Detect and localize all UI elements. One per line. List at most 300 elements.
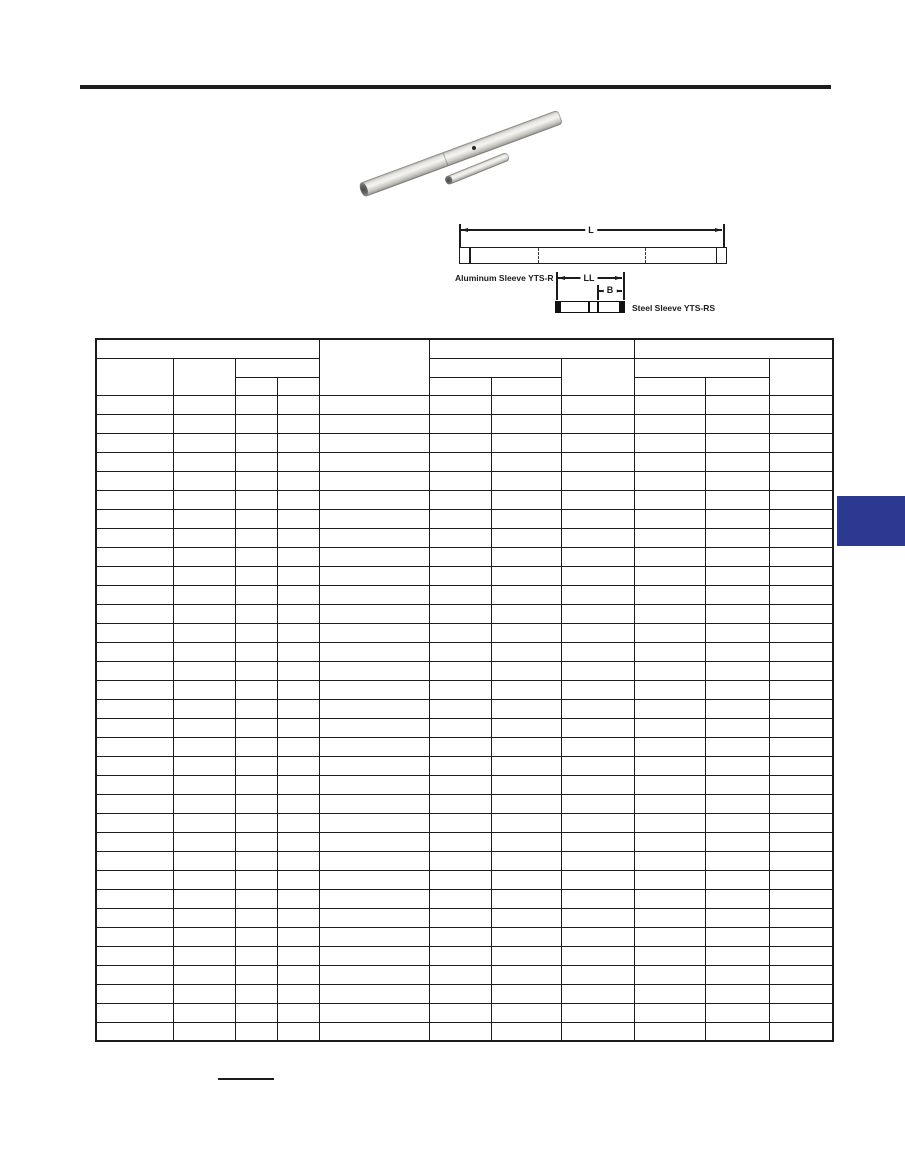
table-cell (705, 718, 769, 737)
table-cell (235, 1022, 277, 1041)
table-cell (561, 1022, 634, 1041)
table-cell (491, 471, 561, 490)
table-cell (173, 965, 235, 984)
table-cell (769, 927, 833, 946)
table-cell (705, 832, 769, 851)
table-cell (429, 718, 491, 737)
table-cell (769, 718, 833, 737)
table-cell (96, 623, 173, 642)
table-cell (277, 737, 319, 756)
table-cell (235, 395, 277, 414)
table-cell (235, 851, 277, 870)
table-cell (235, 414, 277, 433)
table-cell (235, 604, 277, 623)
table-cell (769, 889, 833, 908)
table-cell (634, 756, 705, 775)
table-cell (96, 870, 173, 889)
table-row (96, 775, 833, 794)
table-cell (769, 661, 833, 680)
table-row (96, 870, 833, 889)
table-cell (429, 528, 491, 547)
table-cell (769, 851, 833, 870)
table-cell (491, 528, 561, 547)
table-row (96, 414, 833, 433)
table-cell (705, 566, 769, 585)
section-tab (837, 496, 905, 546)
sleeve-cap (556, 302, 561, 312)
sleeve-end-line (716, 248, 718, 263)
table-cell (235, 870, 277, 889)
table-row (96, 946, 833, 965)
table-cell (277, 604, 319, 623)
table-cell (319, 528, 429, 547)
table-cell (561, 395, 634, 414)
table-cell (561, 908, 634, 927)
table-cell (491, 585, 561, 604)
table-cell (277, 642, 319, 661)
table-cell (319, 642, 429, 661)
table-cell (277, 395, 319, 414)
table-cell (96, 737, 173, 756)
table-cell (634, 566, 705, 585)
arrow-right-icon (715, 228, 722, 232)
table-cell (235, 433, 277, 452)
table-cell (319, 509, 429, 528)
table-cell (705, 433, 769, 452)
header-row-2 (96, 358, 833, 377)
table-cell (491, 889, 561, 908)
table-cell (769, 528, 833, 547)
table-cell (277, 471, 319, 490)
table-cell (96, 889, 173, 908)
table-cell (769, 984, 833, 1003)
table-cell (769, 965, 833, 984)
table-cell (277, 661, 319, 680)
table-cell (634, 623, 705, 642)
table-cell (96, 908, 173, 927)
table-cell (277, 623, 319, 642)
table-cell (277, 813, 319, 832)
table-cell (634, 699, 705, 718)
table-cell (319, 623, 429, 642)
table-cell (491, 737, 561, 756)
table-cell (705, 756, 769, 775)
table-cell (561, 585, 634, 604)
table-cell (491, 642, 561, 661)
tube-seam (443, 153, 448, 166)
header-cell (634, 339, 833, 358)
sleeve-joint-line (597, 302, 599, 312)
table-cell (235, 528, 277, 547)
table-cell (173, 870, 235, 889)
tube-opening (444, 175, 454, 186)
table-cell (429, 604, 491, 623)
table-cell (173, 490, 235, 509)
table-row (96, 699, 833, 718)
table-cell (319, 756, 429, 775)
table-cell (319, 471, 429, 490)
table-cell (96, 604, 173, 623)
header-cell (491, 377, 561, 395)
table-cell (705, 528, 769, 547)
header-cell (429, 377, 491, 395)
table-cell (491, 509, 561, 528)
table-cell (634, 1003, 705, 1022)
table-cell (173, 661, 235, 680)
table-cell (277, 965, 319, 984)
table-cell (491, 452, 561, 471)
table-cell (429, 813, 491, 832)
header-cell (634, 377, 705, 395)
table-cell (769, 509, 833, 528)
table-cell (235, 737, 277, 756)
table-cell (561, 471, 634, 490)
table-cell (634, 604, 705, 623)
table-cell (429, 490, 491, 509)
steel-sleeve-drawing (555, 301, 625, 313)
table-row (96, 737, 833, 756)
table-cell (561, 661, 634, 680)
table-cell (491, 718, 561, 737)
footnote-rule (218, 1078, 274, 1080)
table-cell (769, 1003, 833, 1022)
table-row (96, 794, 833, 813)
spec-table (95, 338, 834, 1042)
table-cell (173, 756, 235, 775)
table-cell (173, 946, 235, 965)
table-cell (96, 490, 173, 509)
table-row (96, 908, 833, 927)
table-cell (173, 452, 235, 471)
table-cell (319, 604, 429, 623)
table-cell (634, 737, 705, 756)
table-cell (173, 509, 235, 528)
table-cell (561, 528, 634, 547)
table-cell (491, 547, 561, 566)
table-cell (769, 908, 833, 927)
table-cell (491, 927, 561, 946)
table-cell (319, 699, 429, 718)
table-cell (634, 832, 705, 851)
table-cell (319, 946, 429, 965)
table-cell (429, 661, 491, 680)
table-cell (173, 680, 235, 699)
table-cell (277, 756, 319, 775)
table-row (96, 585, 833, 604)
table-cell (705, 870, 769, 889)
aluminum-sleeve-drawing (459, 247, 727, 264)
table-cell (96, 756, 173, 775)
b-extension-line-left (597, 285, 599, 300)
sleeve-dash-mark (645, 248, 646, 263)
table-cell (277, 832, 319, 851)
table-cell (96, 775, 173, 794)
table-cell (235, 794, 277, 813)
sleeve-cap (619, 302, 624, 312)
table-cell (429, 471, 491, 490)
ll-extension-line-right (623, 272, 625, 300)
table-cell (561, 604, 634, 623)
table-cell (277, 794, 319, 813)
table-cell (634, 908, 705, 927)
table-cell (561, 756, 634, 775)
table-cell (705, 604, 769, 623)
table-cell (634, 889, 705, 908)
table-cell (491, 984, 561, 1003)
table-cell (277, 490, 319, 509)
table-cell (634, 851, 705, 870)
table-row (96, 832, 833, 851)
table-cell (561, 927, 634, 946)
table-cell (634, 642, 705, 661)
table-cell (277, 547, 319, 566)
table-cell (561, 509, 634, 528)
table-cell (491, 680, 561, 699)
table-cell (634, 661, 705, 680)
table-cell (277, 433, 319, 452)
table-cell (319, 737, 429, 756)
table-cell (429, 775, 491, 794)
table-cell (561, 794, 634, 813)
table-cell (235, 642, 277, 661)
table-cell (491, 623, 561, 642)
table-cell (173, 414, 235, 433)
table-cell (491, 1003, 561, 1022)
table-cell (235, 927, 277, 946)
table-cell (173, 908, 235, 927)
table-cell (491, 490, 561, 509)
table-cell (173, 1022, 235, 1041)
table-cell (96, 851, 173, 870)
table-cell (96, 794, 173, 813)
table-cell (561, 870, 634, 889)
table-cell (634, 509, 705, 528)
table-cell (429, 870, 491, 889)
header-cell (634, 358, 769, 377)
header-cell (429, 339, 634, 358)
table-cell (561, 718, 634, 737)
table-cell (634, 395, 705, 414)
table-row (96, 604, 833, 623)
table-cell (429, 452, 491, 471)
table-cell (235, 509, 277, 528)
table-row (96, 1022, 833, 1041)
table-cell (319, 661, 429, 680)
table-cell (235, 832, 277, 851)
table-cell (319, 452, 429, 471)
table-cell (235, 756, 277, 775)
table-cell (634, 680, 705, 699)
aluminum-sleeve-label: Aluminum Sleeve YTS-R (455, 273, 554, 283)
header-row-1 (96, 339, 833, 358)
table-cell (429, 642, 491, 661)
table-row (96, 965, 833, 984)
table-cell (235, 775, 277, 794)
table-cell (96, 718, 173, 737)
header-cell (235, 358, 319, 377)
sleeve-end-line (469, 248, 471, 263)
table-cell (235, 1003, 277, 1022)
table-cell (769, 452, 833, 471)
table-cell (561, 851, 634, 870)
table-cell (173, 1003, 235, 1022)
table-cell (96, 946, 173, 965)
table-cell (705, 1003, 769, 1022)
table-cell (705, 471, 769, 490)
header-cell (235, 377, 277, 395)
table-cell (705, 794, 769, 813)
table-cell (319, 395, 429, 414)
table-cell (769, 699, 833, 718)
table-cell (634, 775, 705, 794)
table-cell (235, 452, 277, 471)
table-cell (277, 1003, 319, 1022)
table-cell (277, 870, 319, 889)
table-cell (491, 775, 561, 794)
table-cell (769, 471, 833, 490)
spec-table-container (95, 338, 834, 1042)
table-row (96, 452, 833, 471)
arrow-left-icon (558, 276, 565, 280)
table-cell (319, 984, 429, 1003)
table-cell (429, 946, 491, 965)
table-cell (429, 927, 491, 946)
table-cell (769, 547, 833, 566)
table-cell (173, 718, 235, 737)
table-cell (491, 699, 561, 718)
table-cell (561, 813, 634, 832)
table-cell (705, 889, 769, 908)
table-row (96, 566, 833, 585)
table-cell (561, 490, 634, 509)
table-cell (491, 395, 561, 414)
table-cell (173, 775, 235, 794)
table-row (96, 680, 833, 699)
table-cell (705, 737, 769, 756)
table-cell (96, 927, 173, 946)
table-cell (277, 566, 319, 585)
table-cell (277, 680, 319, 699)
table-cell (96, 414, 173, 433)
table-cell (173, 699, 235, 718)
table-cell (705, 699, 769, 718)
table-cell (96, 452, 173, 471)
table-cell (96, 699, 173, 718)
table-cell (319, 585, 429, 604)
table-cell (491, 433, 561, 452)
table-cell (634, 414, 705, 433)
table-cell (277, 889, 319, 908)
table-cell (705, 680, 769, 699)
table-cell (319, 680, 429, 699)
table-cell (96, 965, 173, 984)
table-cell (235, 946, 277, 965)
table-cell (634, 965, 705, 984)
table-cell (491, 832, 561, 851)
table-cell (277, 528, 319, 547)
table-row (96, 471, 833, 490)
table-cell (319, 1022, 429, 1041)
table-cell (173, 585, 235, 604)
table-cell (429, 984, 491, 1003)
header-cell (319, 339, 429, 395)
table-cell (96, 547, 173, 566)
table-cell (429, 794, 491, 813)
table-cell (705, 623, 769, 642)
table-row (96, 528, 833, 547)
table-cell (705, 547, 769, 566)
table-cell (429, 509, 491, 528)
table-cell (491, 965, 561, 984)
sleeve-dash-mark (538, 248, 539, 263)
b-dim-label: B (604, 285, 617, 295)
table-cell (561, 680, 634, 699)
table-cell (634, 813, 705, 832)
table-cell (769, 813, 833, 832)
table-cell (769, 1022, 833, 1041)
table-row (96, 433, 833, 452)
table-cell (429, 585, 491, 604)
table-cell (319, 414, 429, 433)
table-cell (96, 509, 173, 528)
table-cell (319, 566, 429, 585)
table-cell (769, 604, 833, 623)
table-header (96, 339, 833, 395)
table-cell (235, 623, 277, 642)
table-cell (173, 889, 235, 908)
header-cell (173, 358, 235, 395)
table-cell (429, 832, 491, 851)
table-cell (173, 642, 235, 661)
table-cell (429, 851, 491, 870)
table-row (96, 509, 833, 528)
table-cell (173, 566, 235, 585)
table-cell (634, 927, 705, 946)
table-cell (769, 737, 833, 756)
table-cell (319, 433, 429, 452)
table-cell (277, 946, 319, 965)
table-cell (634, 870, 705, 889)
table-cell (173, 813, 235, 832)
table-cell (429, 547, 491, 566)
table-cell (235, 908, 277, 927)
table-cell (173, 832, 235, 851)
table-cell (705, 642, 769, 661)
table-cell (235, 547, 277, 566)
table-cell (235, 471, 277, 490)
table-cell (319, 547, 429, 566)
table-row (96, 851, 833, 870)
table-cell (173, 433, 235, 452)
table-cell (769, 680, 833, 699)
table-cell (491, 566, 561, 585)
table-row (96, 756, 833, 775)
table-cell (235, 965, 277, 984)
table-row (96, 813, 833, 832)
table-cell (319, 889, 429, 908)
table-cell (173, 984, 235, 1003)
table-cell (769, 414, 833, 433)
table-cell (319, 927, 429, 946)
table-cell (277, 452, 319, 471)
table-row (96, 547, 833, 566)
table-cell (319, 813, 429, 832)
table-row (96, 1003, 833, 1022)
table-cell (634, 984, 705, 1003)
aluminum-sleeve-photo (359, 110, 563, 198)
table-cell (319, 775, 429, 794)
table-cell (96, 528, 173, 547)
